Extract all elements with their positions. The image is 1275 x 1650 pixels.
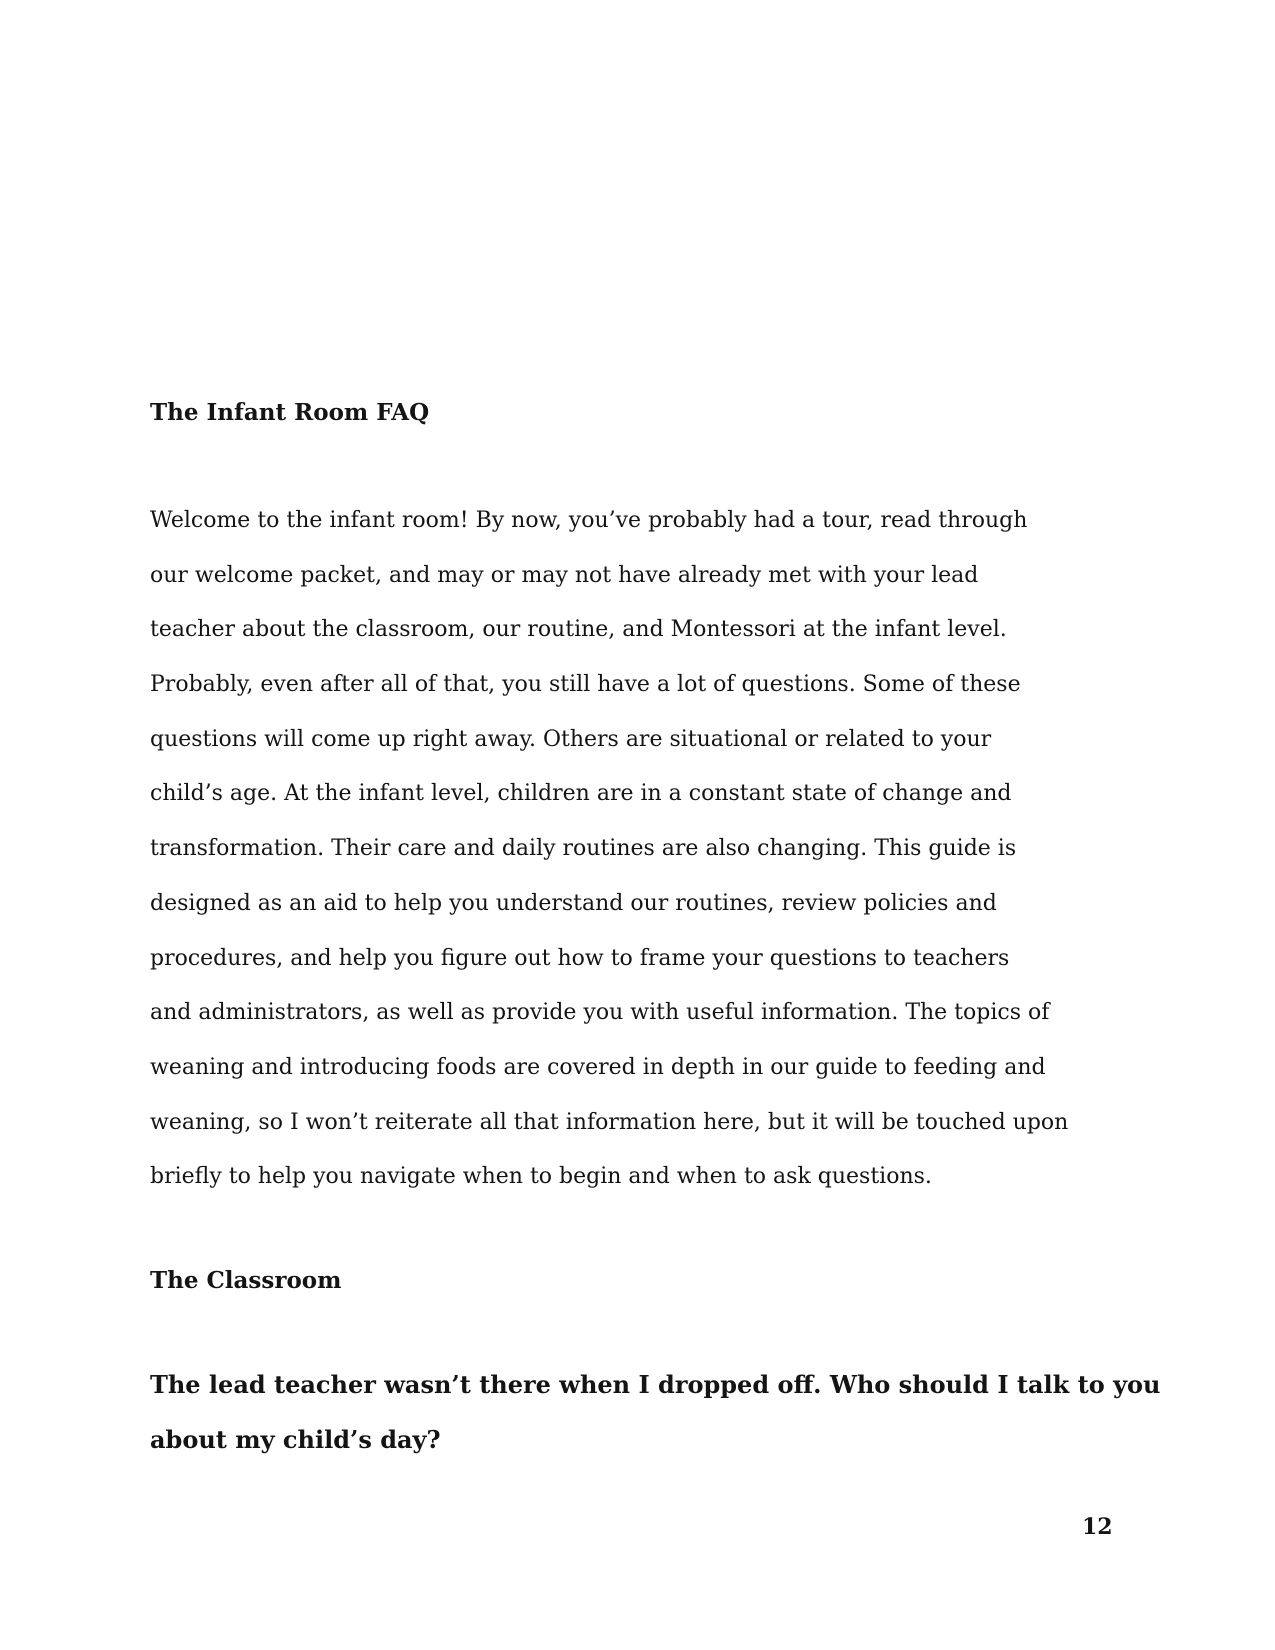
paragraph-line: teacher about the classroom, our routine, and Montessori at the infant level. (150, 617, 1007, 643)
paragraph-line: weaning, so I won’t reiterate all that information here, but it will be touched upon (150, 1109, 1069, 1135)
intro-paragraph (150, 506, 1150, 1217)
paragraph-line: Probably, even after all of that, you still have a lot of questions. Some of these (150, 672, 1021, 698)
paragraph-line: designed as an aid to help you understand our routines, review policies and (150, 890, 997, 916)
paragraph-line: questions will come up right away. Others are situational or related to your (150, 726, 992, 752)
question-line: The lead teacher wasn’t there when I dropped off. Who should I talk to you (150, 1370, 1161, 1399)
section-title: The Infant Room FAQ (150, 399, 430, 426)
paragraph-line: Welcome to the infant room! By now, you’ve probably had a tour, read through (150, 508, 1028, 533)
subsection-title: The Classroom (150, 1267, 342, 1294)
paragraph-line: procedures, and help you figure out how to frame your questions to teachers (150, 945, 1010, 971)
paragraph-line: and administrators, as well as provide you with useful information. The topics of (150, 1000, 1050, 1026)
question-line: about my child’s day? (150, 1425, 441, 1454)
paragraph-line: weaning and introducing foods are covered in depth in our guide to feeding and (150, 1054, 1046, 1080)
page-number: 12 (1082, 1514, 1113, 1540)
paragraph-line: briefly to help you navigate when to begin and when to ask questions. (150, 1164, 932, 1190)
faq-question (150, 1369, 1161, 1479)
paragraph-line: our welcome packet, and may or may not have already met with your lead (150, 562, 979, 588)
paragraph-line: transformation. Their care and daily routines are also changing. This guide is (150, 836, 1017, 862)
paragraph-line: child’s age. At the infant level, children are in a constant state of change and (150, 781, 1012, 807)
